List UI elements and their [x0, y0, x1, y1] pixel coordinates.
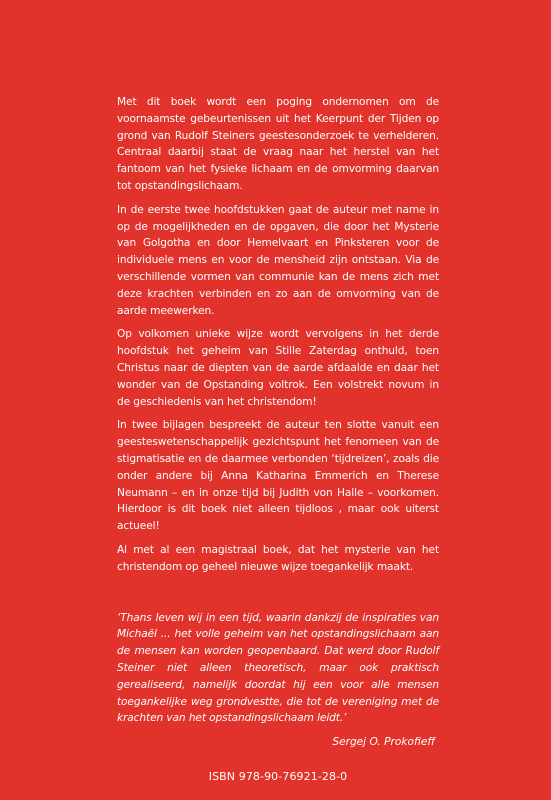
isbn-number: ISBN 978-90-76921-28-0 [208, 770, 348, 784]
blurb-paragraph-1: Met dit boek wordt een poging ondernomen om de voornaamste gebeurtenissen uit het Keerpunt der Tijden op grond van Rudolf Steiners geestesonderzoek te verhelderen. Centraal daarbij staat de vraag naar het herstel van het fantoom van het fysieke lichaam en de omvorming daarvan tot opstandingslichaam. [117, 96, 439, 192]
back-cover-text-block [117, 94, 439, 783]
blurb-paragraph-2: In de eerste twee hoofdstukken gaat de auteur met name in op de mogelijkheden en de opgaven, die door het Mysterie van Golgotha en door Hemelvaart en Pinksteren voor de individuele mens en voor de mensheid zijn ontstaan. Via de verschillende vormen van communie kan de mens zich met deze krachten verbinden en zo aan de omvorming van de aarde meewerken. [117, 203, 439, 317]
blurb-paragraph-5: Al met al een magistraal boek, dat het mysterie van het christendom op geheel nieuwe wijze toegankelijk maakt. [117, 543, 439, 573]
blurb-paragraph-3: Op volkomen unieke wijze wordt vervolgens in het derde hoofdstuk het geheim van Stille Zaterdag onthuld, toen Christus naar de diepten van de aarde afdaalde en daar het wonder van de Opstanding voltrok. Een volstrekt novum in de geschiedenis van het christendom! [117, 328, 439, 408]
blurb-paragraph-4: In twee bijlagen bespreekt de auteur ten slotte vanuit een geesteswetenschappelijk gezichtspunt het fenomeen van de stigmatisatie en de daarmee verbonden ‘tijdreizen’, zoals die onder andere bij Anna Katharina Emmerich en Therese Neumann – en in onze tijd bij Judith von Halle – voorkomen. Hierdoor is dit boek niet alleen tijdloos , maar ook uiterst actueel! [117, 419, 439, 533]
quote-text: ‘Thans leven wij in een tijd, waarin dankzij de inspiraties van Michaël ... het volle geheim van het opstandingslichaam aan de mensen kan worden geopenbaard. Dat werd door Rudolf Steiner niet alleen theoretisch, maar ook praktisch gerealiseerd, namelijk doordat hij een voor alle mensen toegankelijke weg grondvestte, die tot de vereniging met de krachten van het opstandingslichaam leidt.’ [117, 611, 439, 725]
quote-author: Sergej O. Prokofieff [332, 736, 435, 749]
